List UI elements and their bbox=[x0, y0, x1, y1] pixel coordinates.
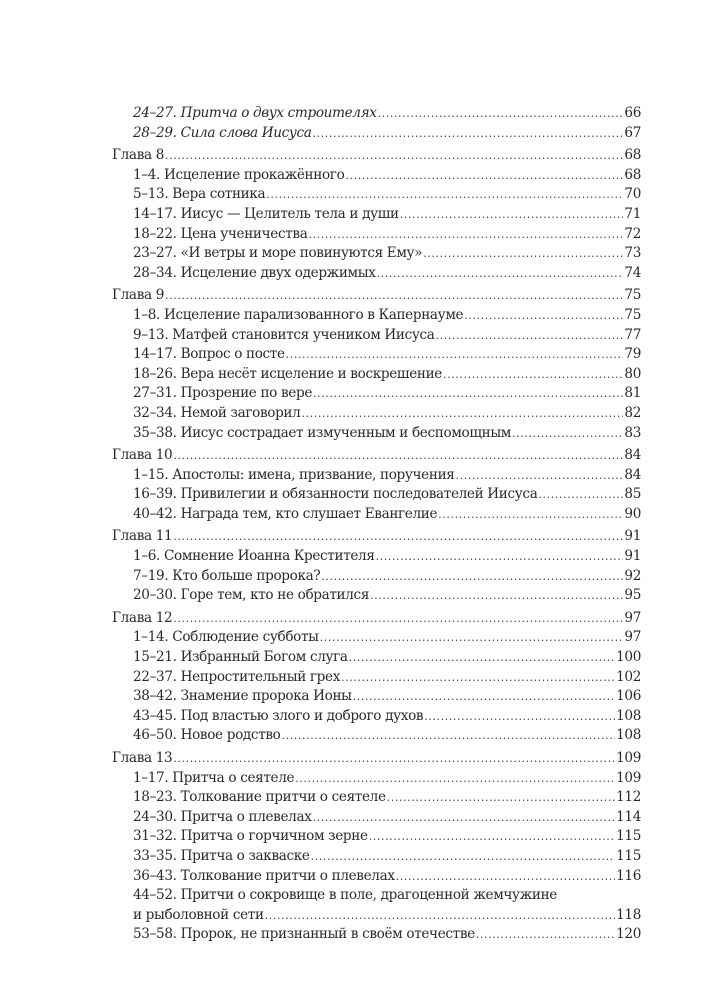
toc-entry-title: 53–58. Пророк, не признанный в своём отечестве bbox=[133, 925, 476, 945]
toc-entry[interactable] bbox=[112, 707, 641, 727]
dot-leader bbox=[311, 847, 615, 867]
toc-entry[interactable] bbox=[112, 788, 641, 808]
dot-leader bbox=[423, 244, 623, 264]
toc-page-number: 108 bbox=[616, 707, 641, 724]
toc-page-number: 72 bbox=[624, 225, 641, 242]
toc-entry-title: 16–39. Привилегии и обязанности последователей Иисуса bbox=[133, 485, 538, 505]
toc-entry[interactable] bbox=[112, 424, 641, 444]
toc-page-number: 114 bbox=[616, 808, 641, 825]
dot-leader bbox=[173, 446, 623, 466]
toc-chapter-heading[interactable] bbox=[112, 527, 641, 547]
toc-page-number: 83 bbox=[624, 424, 641, 441]
dot-leader bbox=[165, 146, 623, 166]
dot-leader bbox=[265, 906, 615, 926]
dot-leader bbox=[341, 668, 615, 688]
toc-page-number: 77 bbox=[624, 326, 641, 343]
dot-leader bbox=[456, 466, 624, 486]
toc-entry[interactable] bbox=[112, 586, 641, 606]
toc-page-number: 118 bbox=[616, 906, 641, 923]
toc-entry[interactable] bbox=[112, 185, 641, 205]
dot-leader bbox=[173, 749, 615, 769]
toc-entry[interactable] bbox=[112, 124, 641, 144]
dot-leader bbox=[286, 345, 624, 365]
dot-leader bbox=[165, 286, 623, 306]
dot-leader bbox=[313, 808, 616, 828]
toc-page-number: 100 bbox=[616, 649, 641, 666]
toc-page-number: 109 bbox=[616, 750, 641, 766]
toc-entry-title: 31–32. Притча о горчичном зерне bbox=[133, 827, 369, 847]
toc-chapter-heading[interactable] bbox=[112, 146, 641, 166]
toc-page-number: 92 bbox=[624, 567, 641, 584]
toc-page-number: 97 bbox=[624, 629, 641, 646]
toc-entry-title: 33–35. Притча о закваске bbox=[133, 847, 311, 867]
toc-entry[interactable] bbox=[112, 365, 641, 385]
toc-entry[interactable] bbox=[112, 485, 641, 505]
toc-entry-continuation[interactable] bbox=[112, 906, 641, 926]
dot-leader bbox=[173, 609, 623, 629]
toc-entry-title: 1–8. Исцеление парализованного в Капернауме bbox=[133, 306, 464, 326]
toc-entry[interactable] bbox=[112, 326, 641, 346]
toc-entry[interactable] bbox=[112, 466, 641, 486]
toc-entry-title: 40–42. Награда тем, кто слушает Евангелие bbox=[133, 505, 438, 525]
toc-chapter-heading[interactable] bbox=[112, 749, 641, 769]
toc-entry-title: 5–13. Вера сотника bbox=[133, 185, 266, 205]
toc-entry-title: 44–52. Притчи о сокровище в поле, драгоценной жемчужине bbox=[133, 886, 558, 906]
toc-entry[interactable] bbox=[112, 668, 641, 688]
toc-entry-title: 7–19. Кто больше пророка? bbox=[133, 567, 321, 587]
toc-entry-title: 35–38. Иисус сострадает измученным и беспомощным bbox=[133, 424, 512, 444]
toc-entry-title: 23–27. «И ветры и море повинуются Ему» bbox=[133, 244, 423, 264]
toc-entry-title: 38–42. Знамение пророка Ионы bbox=[133, 687, 353, 707]
toc-page-number: 75 bbox=[624, 287, 641, 304]
toc-entry-title: 43–45. Под властью злого и доброго духов bbox=[133, 707, 424, 727]
toc-entry[interactable] bbox=[112, 264, 641, 284]
dot-leader bbox=[438, 505, 623, 525]
toc-entry-title: 24–30. Притча о плевелах bbox=[133, 808, 313, 828]
dot-leader bbox=[321, 567, 623, 587]
dot-leader bbox=[376, 547, 624, 567]
toc-entry[interactable] bbox=[112, 827, 641, 847]
toc-page-number: 102 bbox=[616, 668, 641, 685]
dot-leader bbox=[443, 365, 623, 385]
dot-leader bbox=[313, 384, 623, 404]
toc-page-number: 67 bbox=[624, 124, 641, 141]
toc-page-number: 73 bbox=[624, 245, 641, 262]
toc-page-number: 71 bbox=[624, 205, 641, 222]
toc-page-number: 115 bbox=[616, 828, 641, 845]
toc-entry[interactable] bbox=[112, 687, 641, 707]
toc-page-number: 95 bbox=[624, 587, 641, 604]
dot-leader bbox=[320, 628, 624, 648]
toc-entry-title: 1–4. Исцеление прокажённого bbox=[133, 166, 345, 186]
dot-leader bbox=[301, 404, 623, 424]
toc-page-number: 80 bbox=[624, 365, 641, 382]
toc-page-number: 66 bbox=[624, 105, 641, 121]
chapter-title: Глава 9 bbox=[112, 286, 165, 306]
toc-entry[interactable] bbox=[112, 345, 641, 365]
toc-entry-title: 28–34. Исцеление двух одержимых bbox=[133, 264, 377, 284]
toc-entry[interactable] bbox=[112, 166, 641, 186]
toc-entry[interactable] bbox=[112, 205, 641, 225]
toc-entry-title: 9–13. Матфей становится учеником Иисуса bbox=[133, 326, 436, 346]
dot-leader bbox=[295, 769, 615, 789]
toc-entry-title: 18–26. Вера несёт исцеление и воскрешение bbox=[133, 365, 443, 385]
dot-leader bbox=[377, 264, 624, 284]
toc-page-number: 97 bbox=[624, 609, 641, 626]
toc-entry[interactable] bbox=[112, 404, 641, 424]
toc-entry-title: 36–43. Толкование притчи о плевелах bbox=[133, 867, 396, 887]
chapter-title: Глава 13 bbox=[112, 749, 173, 769]
toc-entry[interactable] bbox=[112, 547, 641, 567]
dot-leader bbox=[369, 827, 615, 847]
toc-entry[interactable] bbox=[112, 847, 641, 867]
dot-leader bbox=[370, 586, 623, 606]
dot-leader bbox=[396, 867, 615, 887]
toc-page-number: 115 bbox=[616, 847, 641, 864]
toc-entry[interactable] bbox=[112, 225, 641, 245]
toc-entry-title: 28–29. Сила слова Иисуса bbox=[133, 124, 313, 144]
toc-entry-title: 46–50. Новое родство bbox=[133, 726, 282, 746]
dot-leader bbox=[282, 726, 616, 746]
dot-leader bbox=[436, 326, 624, 346]
toc-page-number: 84 bbox=[624, 466, 641, 483]
toc-page-number: 74 bbox=[624, 264, 641, 281]
toc-page-number: 85 bbox=[624, 486, 641, 503]
dot-leader bbox=[400, 205, 624, 225]
table-of-contents bbox=[112, 104, 641, 945]
toc-entry[interactable] bbox=[112, 808, 641, 828]
dot-leader bbox=[313, 124, 624, 144]
toc-entry[interactable] bbox=[112, 384, 641, 404]
dot-leader bbox=[173, 527, 623, 547]
dot-leader bbox=[512, 424, 623, 444]
toc-chapter-heading[interactable] bbox=[112, 286, 641, 306]
toc-entry[interactable] bbox=[112, 726, 641, 746]
toc-entry-title: 15–21. Избранный Богом слуга bbox=[133, 648, 349, 668]
toc-entry-title: 1–14. Соблюдение субботы bbox=[133, 628, 320, 648]
dot-leader bbox=[476, 925, 615, 945]
chapter-title: Глава 8 bbox=[112, 146, 165, 166]
toc-page-number: 108 bbox=[616, 727, 641, 744]
dot-leader bbox=[353, 687, 615, 707]
toc-entry-title: 20–30. Горе тем, кто не обратился bbox=[133, 586, 370, 606]
toc-entry[interactable] bbox=[112, 505, 641, 525]
dot-leader bbox=[387, 788, 615, 808]
toc-entry-title: 18–22. Цена ученичества bbox=[133, 225, 308, 245]
toc-page-number: 82 bbox=[624, 404, 641, 421]
dot-leader bbox=[538, 485, 623, 505]
dot-leader bbox=[308, 225, 623, 245]
toc-entry[interactable] bbox=[112, 567, 641, 587]
toc-entry[interactable] bbox=[112, 769, 641, 789]
toc-entry-title: 14–17. Иисус — Целитель тела и души bbox=[133, 205, 400, 225]
toc-entry-title: 1–17. Притча о сеятеле bbox=[133, 769, 295, 789]
toc-entry-title: 1–6. Сомнение Иоанна Крестителя bbox=[133, 547, 376, 567]
dot-leader bbox=[266, 185, 623, 205]
toc-page-number: 79 bbox=[624, 346, 641, 363]
toc-chapter-heading[interactable] bbox=[112, 609, 641, 629]
dot-leader bbox=[424, 707, 615, 727]
toc-entry[interactable] bbox=[112, 104, 641, 124]
chapter-title: Глава 12 bbox=[112, 609, 173, 629]
toc-entry[interactable] bbox=[112, 244, 641, 264]
toc-page-number: 91 bbox=[624, 528, 641, 545]
toc-entry-title: 18–23. Толкование притчи о сеятеле bbox=[133, 788, 387, 808]
toc-page-number: 116 bbox=[616, 867, 641, 884]
toc-page-number: 84 bbox=[624, 447, 641, 464]
toc-entry[interactable] bbox=[112, 925, 641, 945]
toc-entry-title: 32–34. Немой заговорил bbox=[133, 404, 301, 424]
chapter-title: Глава 10 bbox=[112, 446, 173, 466]
toc-entry-title: 22–37. Непростительный грех bbox=[133, 668, 341, 688]
toc-page-number: 68 bbox=[624, 166, 641, 183]
toc-chapter-heading[interactable] bbox=[112, 446, 641, 466]
chapter-title: Глава 11 bbox=[112, 527, 173, 547]
toc-entry[interactable] bbox=[112, 886, 641, 906]
toc-page-number: 68 bbox=[624, 147, 641, 164]
toc-page-number: 91 bbox=[624, 548, 641, 565]
toc-entry-title-continuation: и рыболовной сети bbox=[133, 906, 265, 926]
toc-page-number: 81 bbox=[624, 385, 641, 402]
toc-entry[interactable] bbox=[112, 628, 641, 648]
dot-leader bbox=[464, 306, 623, 326]
toc-entry-title: 14–17. Вопрос о посте bbox=[133, 345, 286, 365]
toc-entry-title: 1–15. Апостолы: имена, призвание, поручения bbox=[133, 466, 456, 486]
toc-entry-title: 27–31. Прозрение по вере bbox=[133, 384, 313, 404]
toc-page-number: 109 bbox=[616, 769, 641, 786]
toc-page-number: 70 bbox=[624, 186, 641, 203]
toc-entry-title: 24–27. Притча о двух строителях bbox=[133, 104, 378, 124]
dot-leader bbox=[349, 648, 615, 668]
toc-page-number: 75 bbox=[624, 306, 641, 323]
toc-page-number: 106 bbox=[616, 688, 641, 705]
toc-page-number: 120 bbox=[616, 926, 641, 943]
toc-entry[interactable] bbox=[112, 648, 641, 668]
toc-page-number: 112 bbox=[616, 789, 641, 806]
toc-entry[interactable] bbox=[112, 306, 641, 326]
toc-page-number: 90 bbox=[624, 505, 641, 522]
dot-leader bbox=[378, 104, 624, 124]
dot-leader bbox=[345, 166, 623, 186]
toc-entry[interactable] bbox=[112, 867, 641, 887]
